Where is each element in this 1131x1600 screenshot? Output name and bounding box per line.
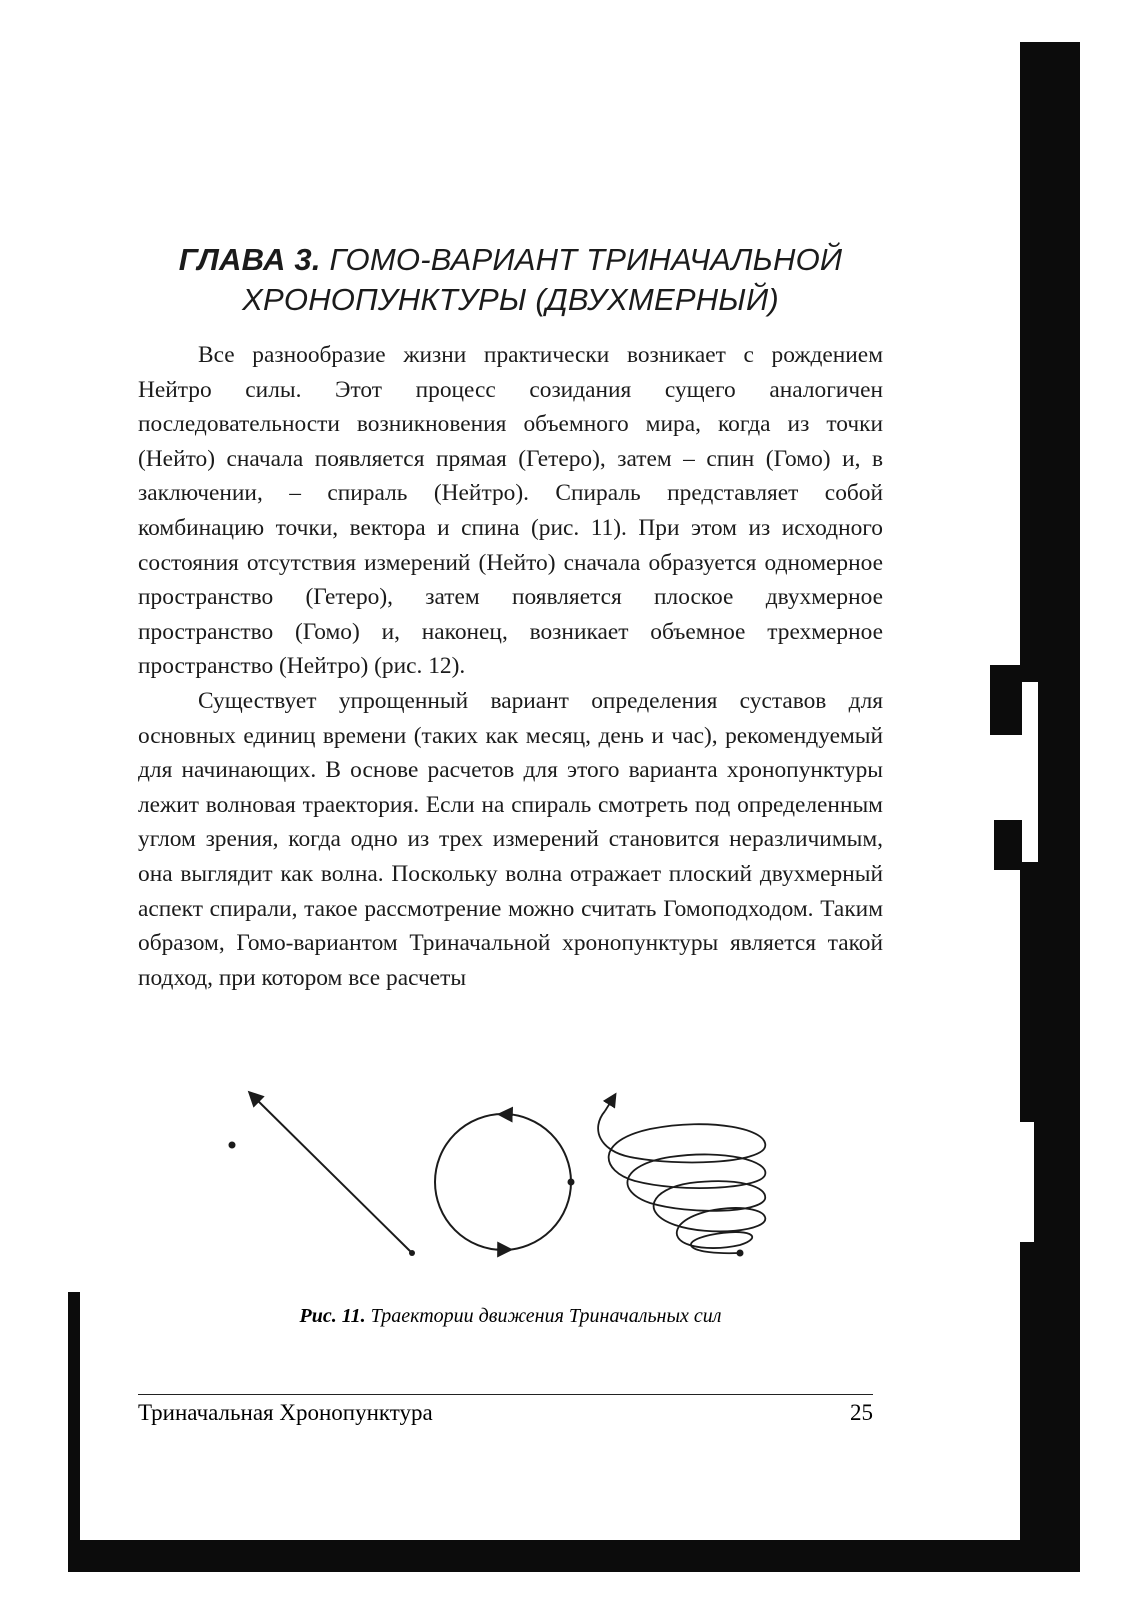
figure-illustration xyxy=(220,1085,800,1275)
figure-11 xyxy=(220,1085,800,1275)
chapter-title xyxy=(138,240,883,320)
chapter-title-line1: ГОМО-ВАРИАНТ ТРИНАЧАЛЬНОЙ xyxy=(329,242,843,277)
scan-notch xyxy=(990,665,1022,735)
body-text xyxy=(138,338,883,995)
point-dot-icon xyxy=(229,1142,236,1149)
figure-caption xyxy=(138,1305,883,1328)
spin-circle-icon xyxy=(435,1114,575,1250)
caption-label: Рис. 11. xyxy=(299,1305,366,1327)
running-footer-title: Триначальная Хронопунктура xyxy=(138,1400,433,1425)
scan-notch xyxy=(994,820,1022,870)
footer-divider xyxy=(138,1394,873,1395)
page-content xyxy=(138,240,883,995)
paragraph: Существует упрощенный вариант определения суставов для основных единиц времени (таких как месяц, день и час), рекомендуемый для начинающих. В основе расчетов для этого варианта хронопунктуры лежит волновая траектория. Если на спираль смотреть под определенным углом зрения, когда одно из трех измерений становится неразличимым, она выглядит как волна. Поскольку волна отражает плоский двухмерный аспект спирали, такое рассмотрение можно считать Гомоподходом. Таким образом, Гомо-вариантом Триначальной хронопунктуры является такой подход, при котором все расчеты xyxy=(138,687,883,991)
scan-edge-left xyxy=(68,1292,80,1552)
vector-arrow-icon xyxy=(250,1093,415,1256)
caption-text: Траектории движения Триначальных сил xyxy=(370,1305,722,1327)
scan-edge-right xyxy=(1020,42,1080,1572)
chapter-title-line2: ХРОНОПУНКТУРЫ (ДВУХМЕРНЫЙ) xyxy=(242,282,779,317)
chapter-number: ГЛАВА 3. xyxy=(178,242,321,277)
page-number: 25 xyxy=(850,1400,873,1425)
paragraph: Все разнообразие жизни практически возникает с рождением Нейтро силы. Этот процесс созидания сущего аналогичен последовательности возникновения объемного мира, когда из точки (Нейто) сначала появляется прямая (Гетеро), затем – спин (Гомо) и, в заключении, – спираль (Нейтро). Спираль представляет собой комбинацию точки, вектора и спина (рис. 11). При этом из исходного состояния отсутствия измерений (Нейто) сначала образуется одномерное пространство (Гетеро), затем появляется плоское двухмерное пространство (Гомо) и, наконец, возникает объемное трехмерное пространство (Нейтро) (рис. 12). xyxy=(138,342,883,680)
scan-edge-bottom xyxy=(68,1540,1080,1572)
spiral-icon xyxy=(598,1095,765,1257)
